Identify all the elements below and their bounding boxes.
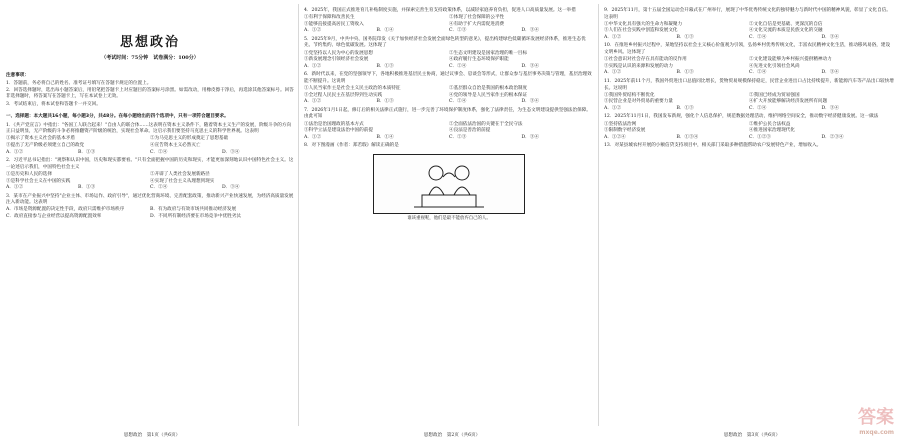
statement-option: ③新发展理念引领经济社会发展 — [304, 57, 369, 63]
question-item — [604, 79, 894, 112]
question-list — [604, 8, 894, 150]
question-stem: 1．《共产党宣言》中指出："各国工人联合起来！"自由人的联合体……这表明在资本主义条件下，随着资本主义生产的发展，阶级斗争的方向正日益明显，无产阶级的斗争必将推翻资产阶级的统治，实现社会革命。这启示我们要坚持马克思主义的科学世界观。这表明 — [6, 122, 292, 135]
statement-option: ②生态文明建设是国家治理的唯一目标 — [449, 50, 528, 56]
exam-meta: （考试时间：75分钟 试卷满分：100分） — [101, 54, 199, 61]
answer-choice: C．②③ — [449, 28, 467, 34]
question-list — [6, 123, 294, 221]
statement-option: D．不同所有制经济要在市场竞争中优胜劣汰 — [150, 213, 241, 219]
answer-choice: B．①③ — [78, 149, 96, 155]
question-item — [604, 8, 894, 41]
answer-choice: B．①③ — [376, 99, 394, 105]
page-2 — [304, 6, 594, 426]
statement-option: ②全面依法治国的关键在于全民守法 — [449, 121, 523, 127]
page-footer: 思想政治 第3页（共6页） — [723, 433, 781, 438]
page-3 — [604, 6, 894, 426]
statement-option: ①中华文化具有强大的生命力和凝聚力 — [604, 21, 683, 27]
question-stem: 7．2026年1月1日起，修订后的相关法律正式施行，进一步完善了环境保护制度体系，强化了法律责任，为生态文明建设提供坚强法治保障。由此可知 — [304, 107, 591, 120]
watermark-logo — [858, 403, 894, 436]
statement-option: ③实践是认识的来源和发展的动力 — [604, 63, 673, 69]
question-item — [304, 72, 594, 105]
question-stem: 9．2025年11月，第十五届全国运动会开幕式在广州举行，展现了中华优秀传统文化的独特魅力与新时代中国的精神风貌，彰显了文化自信。这表明 — [604, 8, 891, 20]
statement-option: ①社会意识对社会存在具有能动的反作用 — [604, 57, 687, 63]
statement-option: ③全过程人民民主在基层得到生动实践 — [304, 92, 383, 98]
statement-option: ④推进国家治理现代化 — [749, 128, 795, 134]
page-1 — [6, 6, 294, 426]
answer-choice: A．①②④ — [604, 134, 626, 140]
answer-choice: A．①② — [6, 149, 24, 155]
answer-choice: D．③④ — [521, 99, 539, 105]
answer-choices — [604, 35, 894, 42]
question-item — [604, 114, 894, 141]
answer-choice: D．③④ — [521, 134, 539, 140]
statement-options — [6, 136, 294, 149]
statement-option: ④实现了社会主义从理想到现实 — [150, 178, 215, 184]
statement-option: ④扩大开放能够解决经济发展所有问题 — [749, 99, 828, 105]
question-list — [304, 8, 594, 150]
cartoon-caption: 谁该重视呢，他们是最不能放弃自己的人。 — [407, 215, 491, 221]
question-stem: 6．新时代以来，在党的坚强领导下，各地积极推进基层民主协商，通过议事会、恳谈会等形式，让群众参与基层事务决策与管理，基层治理效能不断提升。这说明 — [304, 72, 592, 84]
question-item — [604, 143, 894, 150]
answer-choice: A．①② — [604, 105, 622, 111]
statement-option: A．市场是资源配置的决定性手段，政府只需维护市场秩序 — [6, 207, 125, 213]
question-item — [304, 108, 594, 141]
answer-choices — [304, 135, 594, 142]
statement-option: ③是科学社会主义在中国的实践 — [6, 178, 71, 184]
statement-option: ①法治是治国理政的基本方式 — [304, 121, 364, 127]
statement-options — [6, 207, 294, 220]
answer-choice: C．②④ — [749, 34, 767, 40]
answer-choice: B．①③④ — [676, 134, 699, 140]
answer-choice: B．①③ — [78, 185, 96, 191]
cartoon-drawing-icon — [374, 155, 524, 213]
statement-option: ④文化交流的本质是民族文化的交融 — [749, 28, 823, 34]
statement-options — [604, 57, 894, 70]
question-item — [304, 37, 594, 70]
answer-choice: B．①④ — [376, 28, 394, 34]
statement-options — [304, 51, 594, 64]
watermark-text: 答案 — [858, 407, 894, 428]
question-item — [6, 158, 294, 191]
statement-option: ④政府履行生态环境保护职能 — [449, 57, 509, 63]
answer-choice: A．①② — [604, 70, 622, 76]
answer-choice: A．①② — [304, 99, 322, 105]
answer-choice: C．②④ — [150, 149, 168, 155]
notice-item: 1．答题前，务必将自己的姓名、准考证号填写在答题卡规定的位置上。 — [6, 80, 152, 86]
question-stem: 2．习近平总书记指出："观察和认识中国，历史和现实都要看。"只有全面把握中国的历史和现实，才能更加深刻地认识中国特色社会主义。这一论述启示我们，中国特色社会主义 — [6, 158, 294, 170]
statement-option: ②为马克思主义的形成奠定了思想基础 — [150, 136, 229, 142]
statement-option: ③民营企业是对外贸易的重要力量 — [604, 99, 673, 105]
statement-option: ①有利于保障和改善民生 — [304, 15, 355, 21]
statement-option: ③能够直接提高居民工资收入 — [304, 21, 364, 27]
statement-option: ③提出了无产阶级必须建立自己的政党 — [6, 143, 85, 149]
answer-choice: A．①② — [304, 134, 322, 140]
answer-choices — [604, 70, 894, 77]
statement-option: ②文化自信是更基础、更深沉的自信 — [749, 21, 823, 27]
answer-choices — [304, 64, 594, 71]
answer-choice: D．③④ — [521, 28, 539, 34]
answer-choice: D．③④ — [222, 149, 240, 155]
answer-choice: D．③④ — [222, 185, 240, 191]
statement-option: ④先进文化引领社会风尚 — [749, 63, 800, 69]
answer-choice: B．①③ — [676, 34, 694, 40]
question-stem: 8．对下图漫画《作者：郑若瑕》解读正确的是 — [304, 143, 399, 149]
answer-choice: C．②④ — [749, 70, 767, 76]
statement-option: B．有为政府与有效市场共同推动经济发展 — [150, 207, 237, 213]
answer-choice: C．①②③ — [749, 134, 771, 140]
statement-options — [6, 172, 294, 185]
statement-option: ③人们在社会实践中创造和发展文化 — [604, 28, 678, 34]
statement-option: ④有助于扩大内需促进消费 — [449, 21, 505, 27]
statement-options — [604, 93, 894, 106]
question-stem: 10．在推进乡村振兴过程中，某地坚持以社会主义核心价值观为引领，弘扬乡村优秀传统文化，丰富农民精神文化生活，推动移风易俗，建设文明乡风。这体现了 — [604, 43, 891, 56]
statement-option: ④宣告资本主义必然灭亡 — [150, 143, 201, 149]
answer-choice: C．②④ — [749, 105, 767, 111]
statement-options — [604, 122, 894, 135]
statement-option: ①我国外贸结构不断优化 — [604, 92, 655, 98]
answer-choice: B．①③ — [676, 105, 694, 111]
statement-option: ②体现了社会保障的公平性 — [449, 15, 505, 21]
answer-choice: C．②④ — [150, 185, 168, 191]
statement-options — [304, 122, 594, 135]
notice-heading: 注意事项： — [6, 73, 29, 79]
cartoon-image — [373, 154, 525, 214]
question-item — [304, 143, 594, 150]
answer-choice: A．①② — [604, 34, 622, 40]
statement-option: ①人民当家作主是社会主义民主政治的本质特征 — [304, 86, 401, 92]
question-item — [6, 194, 294, 221]
answer-choice: B．①③ — [376, 63, 394, 69]
page-footer: 思想政治 第2页（共6页） — [423, 433, 481, 438]
statement-option: C．政府直接参与企业经营以提高资源配置效率 — [6, 213, 102, 219]
question-stem: 5．2025年9月，中共中央、国务院印发《关于加快经济社会发展全面绿色转型的意见》，提出构建绿色低碳循环发展经济体系，推进生态优先、节约集约、绿色低碳发展。这体现了 — [304, 36, 586, 49]
notice-item: 3．考试结束后，将本试卷和答题卡一并交回。 — [6, 101, 101, 107]
answer-choices — [6, 150, 294, 157]
statement-options — [604, 22, 894, 35]
statement-options — [304, 15, 594, 28]
exam-title: 思想政治 — [119, 35, 180, 50]
answer-choice: C．②④ — [449, 99, 467, 105]
statement-option: ①坚持依法治网 — [604, 121, 637, 127]
answer-choice: D．②③④ — [821, 134, 844, 140]
answer-choice: A．①② — [304, 28, 322, 34]
statement-option: ②我国已经成为贸易强国 — [749, 92, 800, 98]
statement-option: ②文化建设能够为乡村振兴提供精神动力 — [749, 57, 832, 63]
question-stem: 13．对某县城农村开展的小额信贷支持项目中，相关部门采取多种措施帮助农户发展特色产业，增加收入。 — [604, 143, 822, 149]
statement-option: ②维护公民合法权益 — [749, 121, 791, 127]
column-divider — [298, 4, 299, 426]
answer-choice: A．①② — [304, 63, 322, 69]
answer-choice: B．①③ — [676, 70, 694, 76]
answer-choice: B．①④ — [376, 134, 394, 140]
notice-item: 2．回答选择题时，选出每小题答案后，用铅笔把答题卡上对应题目的答案标号涂黑。如需改动，用橡皮擦干净后，再选涂其他答案标号。回答非选择题时，将答案写在答题卡上，写在本试卷上无效。 — [6, 87, 294, 100]
answer-choice: A．①② — [6, 185, 24, 191]
question-item — [304, 8, 594, 35]
statement-option: ③限制数字经济发展 — [604, 128, 646, 134]
question-stem: 3．某市在产业振兴中坚持"企业主体、市场运作、政府引导"，通过优化营商环境、完善配套政策，推动新兴产业快速发展，为经济高质量发展注入新动能。这表明 — [6, 193, 294, 206]
answer-choices — [304, 99, 594, 106]
answer-choice: C．②④ — [449, 63, 467, 69]
statement-option: ②基层群众自治是我国的根本政治制度 — [449, 86, 528, 92]
statement-option: ④党的领导是人民当家作主的根本保证 — [449, 92, 528, 98]
answer-choices — [6, 185, 294, 192]
answer-choice: D．③④ — [821, 105, 839, 111]
answer-choices — [304, 28, 594, 35]
question-stem: 4．2025年，我国正式推进育儿补贴制度实施，并探索完善生育支持政策体系，以减轻家庭养育负担，促进人口高质量发展。这一举措 — [304, 8, 576, 13]
answer-choice: D．③④ — [821, 34, 839, 40]
statement-option: ①揭示了资本主义社会的基本矛盾 — [6, 136, 75, 142]
section-heading: 一、选择题：本大题共16小题，每小题3分，共48分。在每小题给出的四个选项中，只有一项符合题目要求。 — [6, 114, 229, 120]
question-stem: 12．2025年11月1日，我国发布新规，强化个人信息保护，规范数据处理活动，维护网络空间安全，推动数字经济健康发展。这一做法 — [604, 114, 879, 120]
notice-list — [6, 81, 294, 108]
statement-option: ②开辟了人类社会发展新路径 — [150, 171, 210, 177]
question-stem: 11．2025年前11个月，我国外贸进出口总值同比增长，货物贸易规模保持稳定，民营企业进出口占比持续提升，新能源汽车等产品出口较快增长。这说明 — [604, 78, 894, 91]
column-divider — [598, 4, 599, 426]
answer-choices — [604, 106, 894, 113]
statement-option: ③科学立法是建设法治中国的前提 — [304, 128, 373, 134]
statement-option: ①党坚持以人民为中心的发展思想 — [304, 50, 373, 56]
question-item — [604, 43, 894, 76]
answer-choice: D．③④ — [521, 63, 539, 69]
answer-choices — [604, 135, 894, 142]
page-footer: 思想政治 第1页（共6页） — [123, 433, 181, 438]
answer-choice: D．③④ — [821, 70, 839, 76]
answer-choice: C．②③ — [449, 134, 467, 140]
statement-option: ①是历史和人民的选择 — [6, 171, 52, 177]
statement-option: ④良法是善治的前提 — [449, 128, 491, 134]
question-item — [6, 123, 294, 156]
watermark-sub: mxqe.com — [859, 429, 894, 436]
statement-options — [304, 86, 594, 99]
